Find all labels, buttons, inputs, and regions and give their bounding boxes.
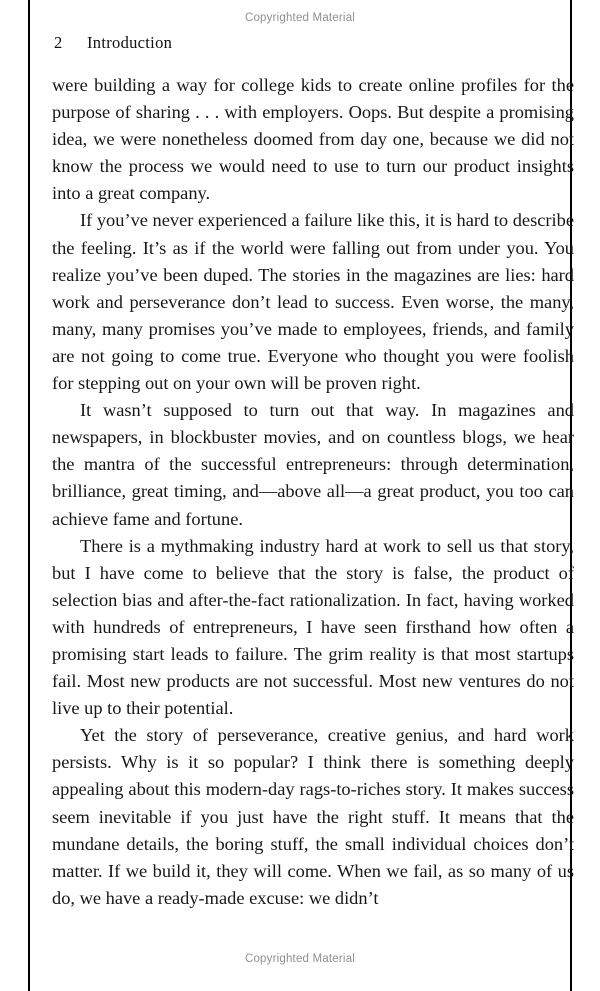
page-header [54,33,172,53]
paragraph: If you’ve never experienced a failure like this, it is hard to describe the feeling. It’s as if the world were falling out from under you. You realize you’ve been duped. The stories in the magazines are lies: hard work and perseverance don’t lead to success. Even worse, the many, many, many promises you’ve made to employees, friends, and family are not going to come true. Everyone who thought you were foolish for stepping out on your own will be proven right. [52,210,574,394]
paragraph: Yet the story of perseverance, creative genius, and hard work persists. Why is it so popular? I think there is something deeply appealing about this modern-day rags-to-riches story. It makes success seem inevitable if you just have the right stuff. It means that the mundane details, the boring stuff, the small individual choices don’t matter. If we build it, they will come. When we fail, as so many of us do, we have a ready-made excuse: we didn’t [52,725,574,908]
paragraph: It wasn’t supposed to turn out that way. In magazines and newspapers, in blockbuster movies, and on countless blogs, we hear the mantra of the successful entrepreneurs: through determination, brilliance, great timing, and—above all—a great product, you too can achieve fame and fortune. [52,400,574,529]
paragraph: There is a mythmaking industry hard at work to sell us that story, but I have come to believe that the story is false, the product of selection bias and after-the-fact rationalization. In fact, having worked with hundreds of entrepreneurs, I have seen firsthand how often a promising start leads to failure. The grim reality is that most startups fail. Most new products are not successful. Most new ventures do not live up to their potential. [52,535,574,719]
body-text [52,72,574,912]
chapter-title: Introduction [87,33,173,52]
copyright-notice-bottom: Copyrighted Material [244,953,356,965]
paragraph: were building a way for college kids to create online profiles for the purpose of sharing . . . with employers. Oops. But despite a promising idea, we were nonetheless doomed from day one, because we did not know the process we would need to use to turn our product insights into a great company. [52,75,574,204]
copyright-notice-top: Copyrighted Material [244,12,356,24]
left-page-edge-line [28,0,30,991]
page-number: 2 [54,33,63,52]
